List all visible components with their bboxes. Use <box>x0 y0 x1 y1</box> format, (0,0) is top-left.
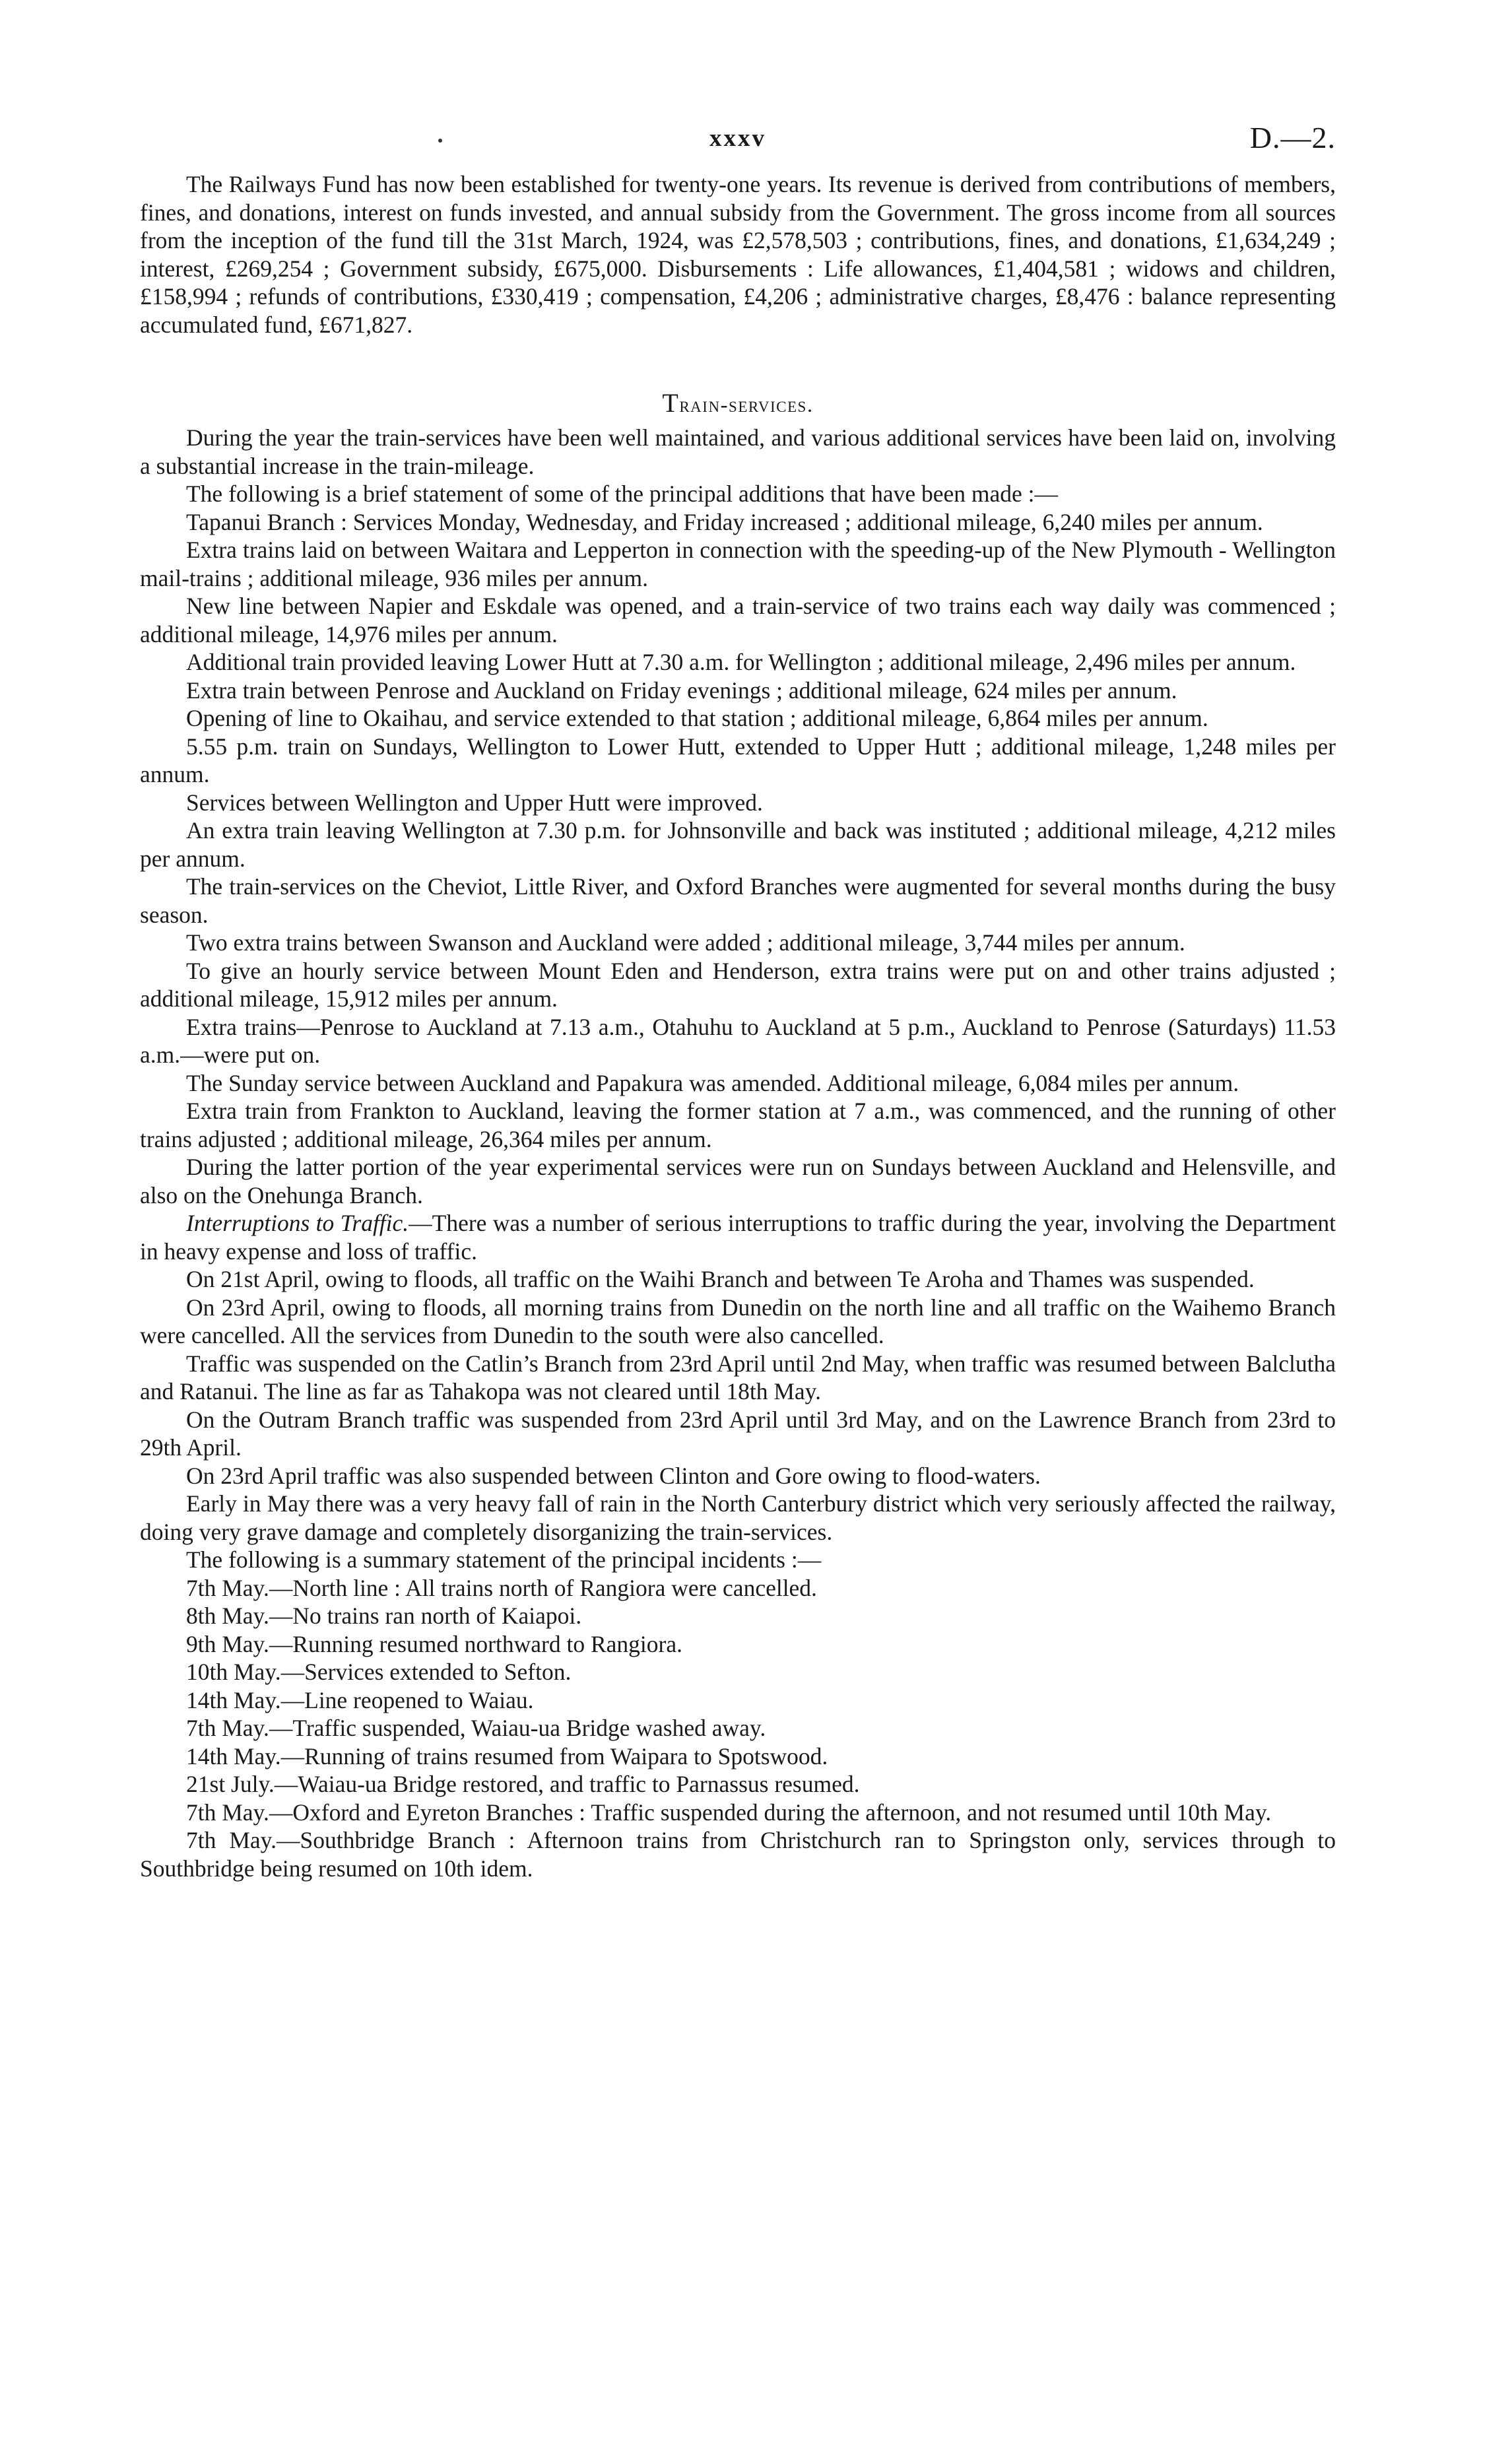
incident-item: 21st July.—Waiau-ua Bridge restored, and traffic to Parnassus resumed. <box>186 1771 860 1797</box>
incident-item: 7th May.—Oxford and Eyreton Branches : Traffic suspended during the afternoon, and not resumed until 10th May. <box>186 1799 1272 1826</box>
page-header <box>140 121 1336 170</box>
interruptions-heading: Interruptions to Traffic. <box>186 1210 409 1236</box>
paragraph: Traffic was suspended on the Catlin’s Branch from 23rd April until 2nd May, when traffic was resumed between Balclutha and Ratanui. The line as far as Tahakopa was not cleared until 18th May. <box>140 1350 1336 1405</box>
paragraph: Extra train between Penrose and Auckland on Friday evenings ; additional mileage, 624 miles per annum. <box>186 677 1177 704</box>
section-heading-rest: rain-services. <box>679 393 814 417</box>
incident-item: 14th May.—Line reopened to Waiau. <box>186 1686 534 1713</box>
paragraph: Early in May there was a very heavy fall of rain in the North Canterbury district which very seriously affected the railway, doing very grave damage and completely disorganizing the train-services. <box>140 1490 1336 1545</box>
paragraph: New line between Napier and Eskdale was opened, and a train-service of two trains each way daily was commenced ; additional mileage, 14,976 miles per annum. <box>140 593 1336 647</box>
paragraph: To give an hourly service between Mount Eden and Henderson, extra trains were put on and other trains adjusted ; additional mileage, 15,912 miles per annum. <box>140 957 1336 1012</box>
page-folio: xxxv <box>709 125 766 152</box>
paragraph: On 23rd April, owing to floods, all morning trains from Dunedin on the north line and all traffic on the Waihemo Branch were cancelled. All the services from Dunedin to the south were also cancelled. <box>140 1294 1336 1348</box>
interruptions-text: —There was a number of serious interruptions to traffic during the year, involving the Department in heavy expense and loss of traffic. <box>140 1210 1336 1265</box>
paragraph: On the Outram Branch traffic was suspended from 23rd April until 3rd May, and on the Lawrence Branch from 23rd to 29th April. <box>140 1406 1336 1461</box>
paragraph: Extra train from Frankton to Auckland, leaving the former station at 7 a.m., was commenced, and the running of other trains adjusted ; additional mileage, 26,364 miles per annum. <box>140 1098 1336 1152</box>
paragraph: The Sunday service between Auckland and Papakura was amended. Additional mileage, 6,084 miles per annum. <box>186 1069 1239 1096</box>
paragraph: During the latter portion of the year experimental services were run on Sundays between Auckland and Helensville, and also on the Onehunga Branch. <box>140 1154 1336 1208</box>
paragraph: Additional train provided leaving Lower Hutt at 7.30 a.m. for Wellington ; additional mileage, 2,496 miles per annum. <box>186 649 1296 675</box>
railways-fund-section <box>140 170 1336 339</box>
incident-item: 9th May.—Running resumed northward to Rangiora. <box>186 1630 682 1657</box>
paragraph: The following is a brief statement of some of the principal additions that have been made :— <box>186 480 1059 507</box>
paragraph: During the year the train-services have been well maintained, and various additional services have been laid on, involving a substantial increase in the train-mileage. <box>140 424 1336 479</box>
paragraph: On 21st April, owing to floods, all traffic on the Waihi Branch and between Te Aroha and Thames was suspended. <box>186 1266 1255 1292</box>
paragraph: Extra trains laid on between Waitara and Lepperton in connection with the speeding-up of the New Plymouth - Wellington mail-trains ; additional mileage, 936 miles per annum. <box>140 537 1336 591</box>
section-heading <box>140 387 1336 418</box>
paragraph: Tapanui Branch : Services Monday, Wednesday, and Friday increased ; additional mileage, 6,240 miles per annum. <box>186 508 1263 535</box>
paragraph: On 23rd April traffic was also suspended between Clinton and Gore owing to flood-waters. <box>186 1462 1041 1489</box>
section-heading-cap: T <box>662 388 680 418</box>
incident-item: 14th May.—Running of trains resumed from Waipara to Spotswood. <box>186 1742 828 1770</box>
paragraph: Opening of line to Okaihau, and service extended to that station ; additional mileage, 6,864 miles per annum. <box>186 705 1208 731</box>
incident-item: 7th May.—North line : All trains north of Rangiora were cancelled. <box>186 1574 817 1601</box>
paragraph: Extra trains—Penrose to Auckland at 7.13 a.m., Otahuhu to Auckland at 5 p.m., Auckland to Penrose (Saturdays) 11.53 a.m.—were put on. <box>140 1013 1336 1068</box>
incident-item: 10th May.—Services extended to Sefton. <box>186 1659 572 1685</box>
document-reference: D.—2. <box>1249 121 1336 154</box>
incident-item: 7th May.—Southbridge Branch : Afternoon trains from Christchurch ran to Springston only, services through to Southbridge being resumed on 10th idem. <box>140 1827 1336 1882</box>
paragraph: The Railways Fund has now been established for twenty-one years. Its revenue is derived from contributions of members, fines, and donations, interest on funds invested, and annual subsidy from the Government. The gross income from all sources from the inception of the fund till the 31st March, 1924, was £2,578,503 ; contributions, fines, and donations, £1,634,249 ; interest, £269,254 ; Government subsidy, £675,000. Disbursements : Life allowances, £1,404,581 ; widows and children, £158,994 ; refunds of contributions, £330,419 ; compensation, £4,206 ; administrative charges, £8,476 : balance representing accumulated fund, £671,827. <box>140 171 1336 338</box>
paragraph: 5.55 p.m. train on Sundays, Wellington to Lower Hutt, extended to Upper Hutt ; additional mileage, 1,248 miles per annum. <box>140 733 1336 787</box>
paragraph: Services between Wellington and Upper Hutt were improved. <box>186 789 763 816</box>
interruptions-paragraph <box>140 1209 1336 1265</box>
paragraph: The following is a summary statement of the principal incidents :— <box>186 1546 822 1573</box>
incident-item: 8th May.—No trains ran north of Kaiapoi. <box>186 1603 582 1629</box>
paragraph: The train-services on the Cheviot, Little River, and Oxford Branches were augmented for several months during the busy season. <box>140 873 1336 928</box>
train-services-section <box>140 424 1336 1882</box>
paragraph: An extra train leaving Wellington at 7.30 p.m. for Johnsonville and back was instituted ; additional mileage, 4,212 miles per annum. <box>140 817 1336 872</box>
incident-item: 7th May.—Traffic suspended, Waiau-ua Bridge washed away. <box>186 1715 766 1741</box>
paragraph: Two extra trains between Swanson and Auckland were added ; additional mileage, 3,744 miles per annum. <box>186 929 1185 956</box>
